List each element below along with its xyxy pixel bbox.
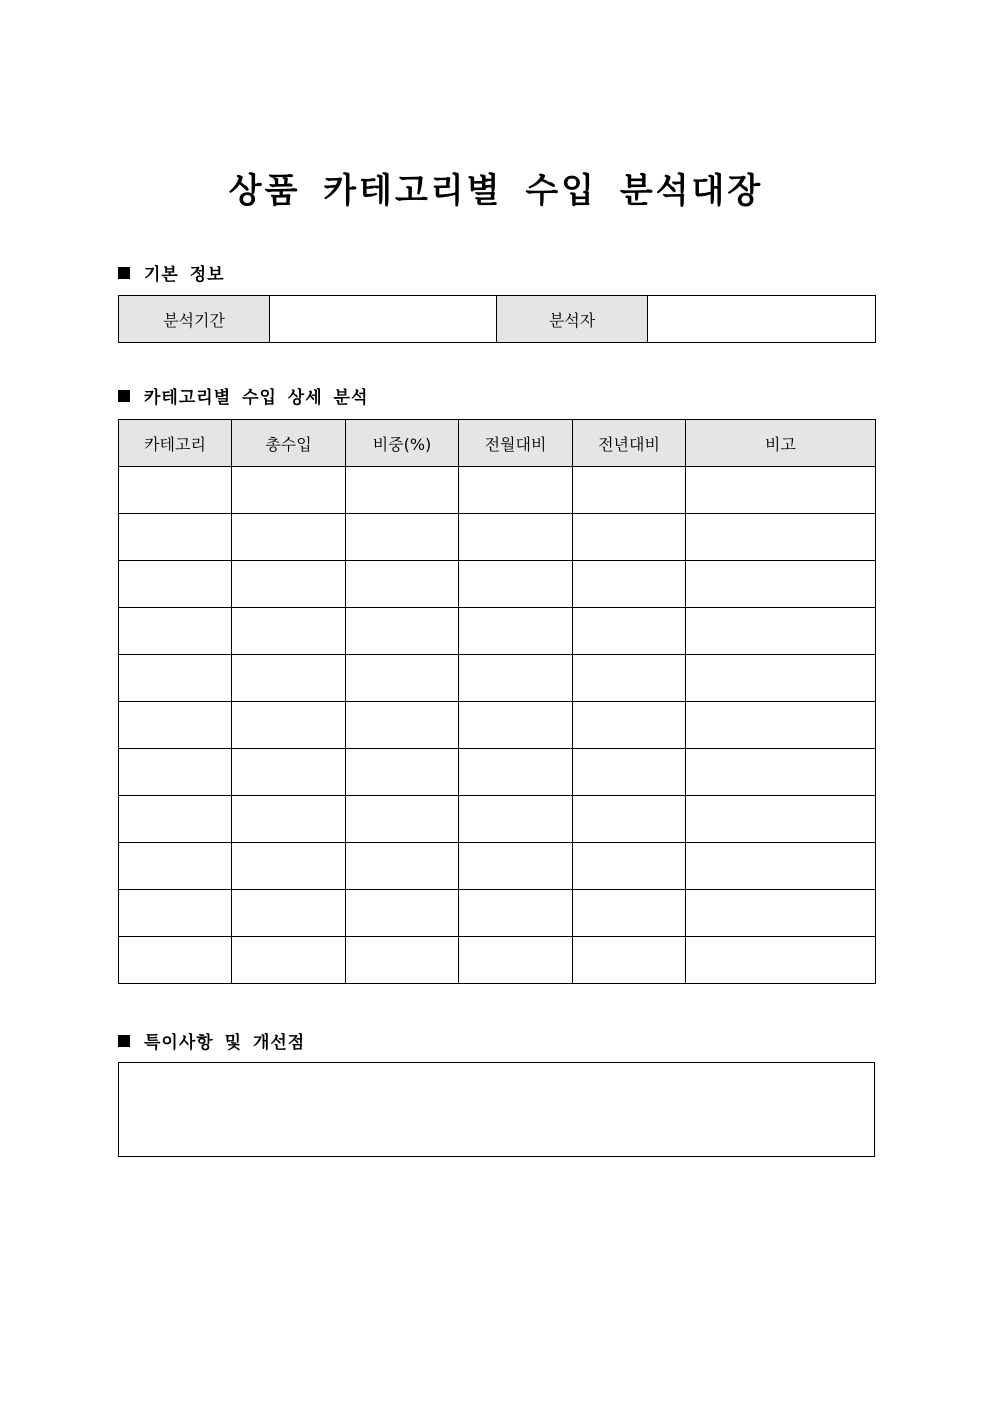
remarks-cell[interactable]	[686, 655, 876, 702]
column-header-vs-last-year: 전년대비	[573, 420, 686, 467]
table-row	[119, 296, 876, 343]
category-cell[interactable]	[119, 937, 232, 984]
remarks-cell[interactable]	[686, 937, 876, 984]
period-field[interactable]	[270, 296, 497, 343]
vs-last-year-cell[interactable]	[573, 796, 686, 843]
vs-last-year-cell[interactable]	[573, 514, 686, 561]
table-row	[119, 937, 876, 984]
square-bullet-icon	[118, 1035, 130, 1047]
section-heading-notes	[118, 1028, 305, 1053]
total-income-cell[interactable]	[232, 843, 346, 890]
table-row	[119, 843, 876, 890]
table-header-row	[119, 420, 876, 467]
vs-last-month-cell[interactable]	[459, 655, 573, 702]
vs-last-year-cell[interactable]	[573, 608, 686, 655]
vs-last-year-cell[interactable]	[573, 702, 686, 749]
share-cell[interactable]	[346, 937, 459, 984]
table-row	[119, 749, 876, 796]
table-row	[119, 608, 876, 655]
category-cell[interactable]	[119, 702, 232, 749]
category-cell[interactable]	[119, 655, 232, 702]
column-header-category: 카테고리	[119, 420, 232, 467]
vs-last-month-cell[interactable]	[459, 843, 573, 890]
remarks-cell[interactable]	[686, 796, 876, 843]
share-cell[interactable]	[346, 608, 459, 655]
vs-last-month-cell[interactable]	[459, 890, 573, 937]
total-income-cell[interactable]	[232, 796, 346, 843]
category-cell[interactable]	[119, 608, 232, 655]
document-title: 상품 카테고리별 수입 분석대장	[228, 171, 764, 211]
category-cell[interactable]	[119, 514, 232, 561]
table-row	[119, 467, 876, 514]
total-income-cell[interactable]	[232, 702, 346, 749]
vs-last-year-cell[interactable]	[573, 655, 686, 702]
period-label: 분석기간	[119, 296, 270, 343]
vs-last-month-cell[interactable]	[459, 702, 573, 749]
category-cell[interactable]	[119, 890, 232, 937]
section-heading-label: 기본 정보	[144, 265, 225, 285]
total-income-cell[interactable]	[232, 890, 346, 937]
category-cell[interactable]	[119, 561, 232, 608]
vs-last-month-cell[interactable]	[459, 796, 573, 843]
square-bullet-icon	[118, 267, 130, 279]
category-analysis-table	[118, 419, 876, 984]
vs-last-month-cell[interactable]	[459, 514, 573, 561]
column-header-remarks: 비고	[686, 420, 876, 467]
column-header-vs-last-month: 전월대비	[459, 420, 573, 467]
share-cell[interactable]	[346, 796, 459, 843]
share-cell[interactable]	[346, 514, 459, 561]
total-income-cell[interactable]	[232, 937, 346, 984]
remarks-cell[interactable]	[686, 561, 876, 608]
category-cell[interactable]	[119, 467, 232, 514]
share-cell[interactable]	[346, 655, 459, 702]
vs-last-month-cell[interactable]	[459, 937, 573, 984]
category-cell[interactable]	[119, 749, 232, 796]
total-income-cell[interactable]	[232, 749, 346, 796]
share-cell[interactable]	[346, 467, 459, 514]
column-header-total-income: 총수입	[232, 420, 346, 467]
vs-last-year-cell[interactable]	[573, 937, 686, 984]
total-income-cell[interactable]	[232, 467, 346, 514]
share-cell[interactable]	[346, 561, 459, 608]
basic-info-table	[118, 295, 876, 343]
remarks-cell[interactable]	[686, 749, 876, 796]
remarks-cell[interactable]	[686, 843, 876, 890]
share-cell[interactable]	[346, 749, 459, 796]
table-row	[119, 514, 876, 561]
section-heading-label: 카테고리별 수입 상세 분석	[144, 388, 369, 408]
category-cell[interactable]	[119, 843, 232, 890]
vs-last-month-cell[interactable]	[459, 561, 573, 608]
share-cell[interactable]	[346, 890, 459, 937]
remarks-cell[interactable]	[686, 890, 876, 937]
share-cell[interactable]	[346, 843, 459, 890]
table-row	[119, 796, 876, 843]
remarks-cell[interactable]	[686, 514, 876, 561]
column-header-share: 비중(%)	[346, 420, 459, 467]
section-heading-label: 특이사항 및 개선점	[144, 1033, 306, 1053]
remarks-cell[interactable]	[686, 608, 876, 655]
vs-last-month-cell[interactable]	[459, 749, 573, 796]
category-cell[interactable]	[119, 796, 232, 843]
notes-box[interactable]	[118, 1062, 875, 1157]
table-row	[119, 890, 876, 937]
total-income-cell[interactable]	[232, 514, 346, 561]
share-cell[interactable]	[346, 702, 459, 749]
total-income-cell[interactable]	[232, 561, 346, 608]
table-row	[119, 702, 876, 749]
table-row	[119, 561, 876, 608]
square-bullet-icon	[118, 390, 130, 402]
section-heading-basic-info	[118, 260, 225, 285]
vs-last-year-cell[interactable]	[573, 890, 686, 937]
analyst-label: 분석자	[497, 296, 648, 343]
total-income-cell[interactable]	[232, 608, 346, 655]
total-income-cell[interactable]	[232, 655, 346, 702]
remarks-cell[interactable]	[686, 467, 876, 514]
remarks-cell[interactable]	[686, 702, 876, 749]
vs-last-month-cell[interactable]	[459, 467, 573, 514]
table-row	[119, 655, 876, 702]
vs-last-year-cell[interactable]	[573, 843, 686, 890]
vs-last-month-cell[interactable]	[459, 608, 573, 655]
vs-last-year-cell[interactable]	[573, 561, 686, 608]
vs-last-year-cell[interactable]	[573, 467, 686, 514]
section-heading-category-analysis	[118, 383, 368, 408]
vs-last-year-cell[interactable]	[573, 749, 686, 796]
analyst-field[interactable]	[648, 296, 876, 343]
